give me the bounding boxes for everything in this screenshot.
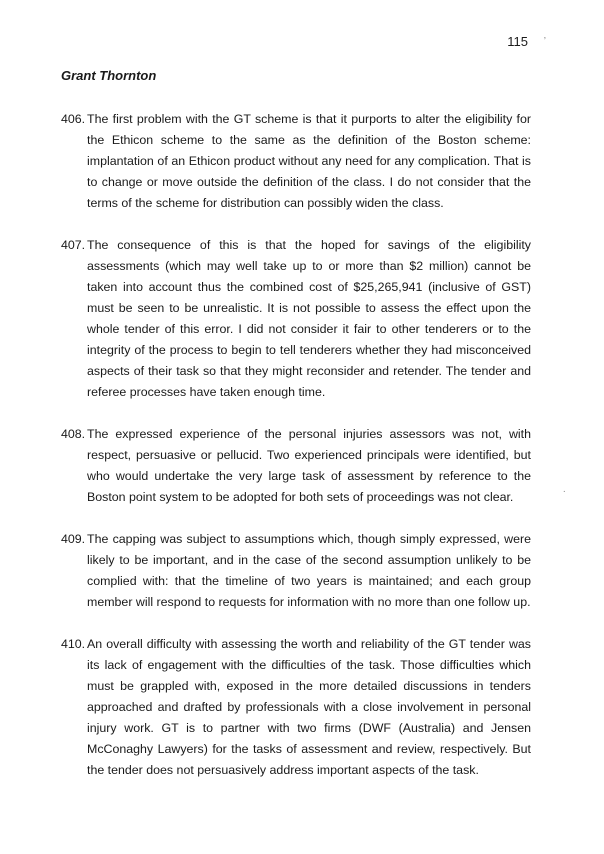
paragraph-number: 410.: [61, 637, 86, 651]
paragraph-407: [61, 235, 531, 403]
page-number: 115: [507, 34, 528, 49]
paragraph-409: [61, 529, 531, 613]
paragraph-number: 409.: [61, 532, 86, 546]
paragraph-number: 406.: [61, 112, 86, 126]
scan-mark: ’: [543, 36, 546, 47]
scan-mark: ·: [562, 486, 566, 497]
paragraph-number: 408.: [61, 427, 86, 441]
paragraph-text: The consequence of this is that the hoped for savings of the eligibility assessments (which may well take up to or more than $2 million) cannot be taken into account thus the combined cost of $25,265,941 (inclusive of GST) must be seen to be unrealistic. It is not possible to assess the effect upon the whole tender of this error. I did not consider it fair to other tenderers or to the integrity of the process to begin to tell tenderers whether they had misconceived aspects of their task so that they might reconsider and retender. The tender and referee processes have taken enough time.: [87, 238, 531, 399]
paragraph-number: 407.: [61, 238, 86, 252]
paragraph-text: The capping was subject to assumptions which, though simply expressed, were likely to be important, and in the case of the second assumption unlikely to be complied with: that the timeline of two years is maintained; and each group member will respond to requests for information with no more than one follow up.: [87, 532, 531, 609]
paragraph-406: [61, 109, 531, 214]
paragraph-text: An overall difficulty with assessing the worth and reliability of the GT tender was its lack of engagement with the difficulties of the task. Those difficulties which must be grappled with, exposed in the more detailed discussions in tenders approached and drafted by professionals with a close involvement in personal injury work. GT is to partner with two firms (DWF (Australia) and Jensen McConaghy Lawyers) for the tasks of assessment and review, respectively. But the tender does not persuasively address important aspects of the task.: [87, 637, 531, 777]
paragraph-410: [61, 634, 531, 781]
paragraph-text: The first problem with the GT scheme is that it purports to alter the eligibility for the Ethicon scheme to the same as the definition of the Boston scheme: implantation of an Ethicon product without any need for any complication. That is to change or move outside the definition of the class. I do not consider that the terms of the scheme for distribution can possibly widen the class.: [87, 112, 531, 210]
section-heading: Grant Thornton: [61, 68, 157, 83]
paragraph-list: [61, 109, 531, 802]
paragraph-text: The expressed experience of the personal injuries assessors was not, with respect, persuasive or pellucid. Two experienced principals were identified, but who would undertake the very large task of assessment by reference to the Boston point system to be adopted for both sets of proceedings was not clear.: [87, 427, 531, 504]
paragraph-408: [61, 424, 531, 508]
